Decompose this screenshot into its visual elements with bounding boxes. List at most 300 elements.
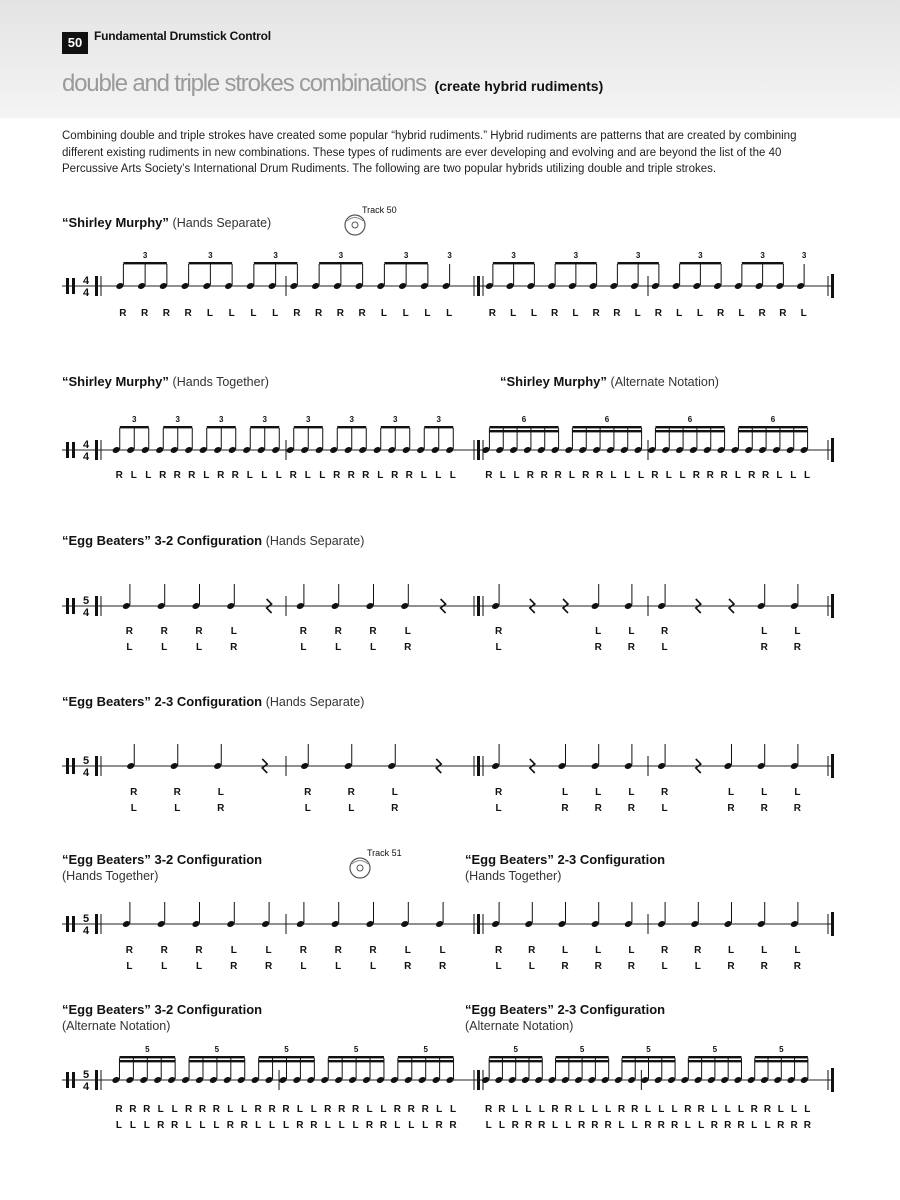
sticking-letter: L (671, 1104, 678, 1115)
beam (556, 1056, 609, 1058)
percussion-clef (72, 1072, 75, 1088)
sticking-letter: R (697, 1104, 705, 1115)
sticking-letter-lower: R (524, 1120, 533, 1131)
sticking-letter: R (130, 787, 138, 798)
sticking-letter: R (750, 1104, 758, 1115)
sticking-letter: R (369, 626, 377, 637)
sticking-letter-lower: L (528, 961, 535, 972)
label-title: “Egg Beaters” 2-3 Configuration (465, 852, 666, 867)
sticking-letter: L (499, 470, 506, 481)
barline-thick (477, 756, 480, 776)
sticking-letter: L (696, 308, 703, 319)
sticking-letter-lower: R (310, 1120, 318, 1131)
tuplet-number: 5 (712, 1045, 718, 1054)
sticking-letter-lower: R (627, 803, 636, 814)
sticking-letter-lower: L (130, 803, 137, 814)
sticking-letter-lower: L (495, 961, 502, 972)
sticking-letter-lower: L (126, 961, 133, 972)
sticking-letter: L (561, 945, 569, 956)
sticking-letter: R (334, 626, 342, 637)
sticking-letter: R (159, 470, 167, 481)
beam-secondary (556, 1060, 609, 1062)
sticking-letter: R (217, 470, 225, 481)
percussion-clef (66, 1072, 69, 1088)
sticking-letter: L (377, 470, 384, 481)
beam (742, 262, 784, 264)
sticking-letter-lower: L (618, 1120, 625, 1131)
sticking-letter: R (119, 308, 127, 319)
sticking-letter: L (449, 1104, 457, 1115)
beam-secondary (398, 1060, 454, 1062)
section-title-main: double and triple strokes combinations (62, 70, 426, 97)
sticking-letter: L (727, 945, 735, 956)
beam (572, 426, 641, 428)
sticking-letter: L (644, 1104, 652, 1115)
barline-thick (831, 594, 834, 618)
sticking-letter: L (572, 308, 579, 319)
tuplet-number: 3 (175, 415, 180, 424)
sticking-letter: L (724, 1104, 731, 1115)
beam (189, 262, 233, 264)
beam (738, 426, 807, 428)
tuplet-number: 6 (604, 415, 610, 424)
intro-paragraph: Combining double and triple strokes have created some popular “hybrid rudiments.” Hybrid rudiments are patterns that are created by combining different existing rudiments in new combinations. These types of rudiments are ever developing and evolving and are beyond the list of the 40 Percussive Arts Society’s International Drum Rudiments. The following are two popular hybrids utilizing double and triple strokes. (62, 130, 797, 175)
sticking-letter-lower: R (793, 642, 802, 653)
sticking-letter-lower: R (727, 961, 735, 972)
sticking-letter: R (129, 1104, 137, 1115)
tuplet-number: 5 (214, 1045, 220, 1054)
sticking-letter-lower: R (365, 1120, 374, 1131)
sticking-letter: R (551, 308, 559, 319)
tuplet-number: 3 (273, 251, 278, 260)
sticking-letter-lower: R (657, 1120, 665, 1131)
label-title: “Egg Beaters” 2-3 Configuration (62, 694, 263, 709)
sticking-letter: R (779, 308, 787, 319)
sticking-letter: L (538, 1104, 545, 1115)
sticking-letter: R (631, 1104, 639, 1115)
barline-thick (477, 276, 480, 296)
beam (254, 262, 298, 264)
beam-secondary (688, 1060, 741, 1062)
sticking-letter: L (391, 787, 398, 798)
barline-thick (95, 596, 98, 616)
sticking-letter: R (391, 470, 399, 481)
beam (259, 1056, 315, 1058)
sticking-letter: R (125, 626, 134, 637)
sticking-letter-lower: R (561, 803, 569, 814)
sticking-letter: L (261, 470, 268, 481)
sticking-letter-lower: R (627, 642, 636, 653)
sticking-letter-lower: R (438, 961, 447, 972)
sticking-letter: R (173, 470, 181, 481)
time-signature-top: 4 (82, 439, 90, 451)
page-number: 50 (62, 32, 88, 54)
sticking-letter-lower: L (408, 1120, 415, 1131)
sticking-letter-lower: L (335, 961, 342, 972)
sticking-letter: L (275, 470, 282, 481)
sticking-letter: R (333, 470, 341, 481)
sticking-letter: R (421, 1104, 429, 1115)
beam (163, 426, 192, 428)
sticking-letter: R (494, 626, 503, 637)
sticking-letter-lower: L (195, 961, 203, 972)
tuplet-number: 3 (142, 251, 148, 260)
sticking-letter-lower: R (670, 1120, 679, 1131)
sticking-letter: L (791, 1104, 798, 1115)
beam-secondary (259, 1060, 315, 1062)
beam (123, 262, 167, 264)
sticking-letter: L (171, 1104, 178, 1115)
sticking-letter-lower: R (644, 1120, 652, 1131)
sticking-letter-lower: R (803, 1120, 811, 1131)
sticking-letter: R (554, 470, 562, 481)
sticking-letter-lower: L (369, 961, 377, 972)
beam-secondary (622, 1060, 675, 1062)
sticking-letter: L (230, 626, 237, 637)
tuplet-number: 5 (145, 1045, 150, 1054)
sticking-letter: R (551, 1104, 559, 1115)
sticking-letter: R (660, 626, 669, 637)
sticking-letter-lower: R (171, 1120, 179, 1131)
beam (381, 426, 410, 428)
sticking-letter: L (711, 1104, 718, 1115)
sticking-letter-lower: L (751, 1120, 758, 1131)
sticking-letter: R (347, 470, 355, 481)
tuplet-number: 5 (579, 1045, 585, 1054)
sticking-letter: L (628, 787, 635, 798)
sticking-letter: R (369, 945, 377, 956)
sticking-letter: R (540, 470, 548, 481)
tuplet-number: 5 (513, 1045, 518, 1054)
sticking-letter: R (282, 1104, 290, 1115)
sticking-letter: R (195, 945, 203, 956)
sticking-letter: L (230, 945, 237, 956)
sticking-letter-lower: L (661, 642, 668, 653)
sticking-letter-lower: R (724, 1120, 732, 1131)
sticking-letter: R (231, 470, 239, 481)
beam-secondary (119, 1060, 175, 1062)
sticking-letter: L (217, 787, 224, 798)
sticking-letter: L (530, 308, 537, 319)
sticking-letter-lower: R (790, 1120, 798, 1131)
sticking-letter-lower: L (684, 1120, 691, 1131)
sticking-letter-lower: L (255, 1120, 262, 1131)
barline-thick (95, 1070, 98, 1090)
sticking-letter: R (494, 945, 503, 956)
sticking-letter: L (804, 1104, 811, 1115)
barline-thick (477, 1070, 480, 1090)
beam (120, 426, 149, 428)
sticking-letter: R (143, 1104, 151, 1115)
beam (250, 426, 279, 428)
beam (424, 426, 453, 428)
sticking-letter: L (761, 626, 768, 637)
time-signature-top: 5 (82, 755, 90, 767)
sticking-letter-lower: L (174, 803, 181, 814)
sticking-letter: R (289, 470, 297, 481)
sticking-letter-lower: R (793, 961, 802, 972)
sticking-letter: R (407, 1104, 415, 1115)
percussion-clef (72, 278, 75, 294)
beam (680, 262, 722, 264)
sticking-letter-lower: R (435, 1120, 443, 1131)
beam-secondary (489, 430, 558, 432)
sticking-letter: R (660, 787, 669, 798)
time-signature-bottom: 4 (82, 767, 90, 779)
sticking-letter-lower: R (710, 1120, 719, 1131)
sticking-letter: L (420, 470, 427, 481)
sticking-letter-lower: L (422, 1120, 429, 1131)
sticking-letter: R (115, 1104, 123, 1115)
beam (337, 426, 366, 428)
sticking-letter: L (591, 1104, 598, 1115)
sticking-letter: R (684, 1104, 692, 1115)
sticking-letter: R (347, 787, 355, 798)
sticking-letter-lower: R (760, 961, 768, 972)
tuplet-number: 6 (687, 415, 693, 424)
sticking-letter: L (449, 470, 456, 481)
beam (555, 262, 597, 264)
tuplet-number: 5 (423, 1045, 428, 1054)
sticking-letter: L (727, 787, 735, 798)
sticking-letter: R (526, 470, 535, 481)
sticking-letter: R (338, 1104, 346, 1115)
beam (319, 262, 363, 264)
barline-thick (95, 276, 98, 296)
sticking-letter: R (692, 470, 701, 481)
sticking-letter: L (404, 626, 411, 637)
beam (489, 1056, 542, 1058)
sticking-letter-lower: L (161, 961, 168, 972)
time-signature-bottom: 4 (82, 287, 90, 299)
sticking-letter: L (366, 1104, 373, 1115)
sticking-letter: L (665, 470, 672, 481)
sticking-letter-lower: L (282, 1120, 290, 1131)
sticking-letter: L (512, 1104, 519, 1115)
sticking-letter-lower: R (627, 961, 636, 972)
time-signature-bottom: 4 (82, 925, 90, 937)
tuplet-number: 6 (521, 415, 527, 424)
sticking-letter-lower: L (213, 1120, 220, 1131)
sticking-letter: R (498, 1104, 506, 1115)
beam-secondary (489, 1060, 542, 1062)
beam (755, 1056, 808, 1058)
sticking-letter-lower: R (591, 1120, 599, 1131)
label-title: “Egg Beaters” 2-3 Configuration (465, 1002, 666, 1017)
sticking-letter: R (617, 1104, 626, 1115)
sticking-letter: R (162, 308, 170, 319)
sticking-letter-lower: R (296, 1120, 304, 1131)
sticking-letter: L (246, 470, 253, 481)
sticking-letter: L (446, 308, 453, 319)
sticking-letter: L (578, 1104, 585, 1115)
time-signature-top: 5 (82, 595, 90, 607)
sticking-letter-lower: L (126, 642, 133, 653)
sticking-letter: L (424, 308, 431, 319)
sticking-letter: R (694, 945, 702, 956)
sticking-letter-lower: L (498, 1120, 505, 1131)
beam (489, 426, 558, 428)
sticking-letter: R (758, 308, 766, 319)
sticking-letter: R (198, 1104, 207, 1115)
beam-secondary (738, 430, 807, 432)
percussion-clef (72, 758, 75, 774)
label-title: “Egg Beaters” 3-2 Configuration (62, 852, 263, 867)
sticking-letter: R (334, 945, 342, 956)
label-paren: (Hands Together) (172, 375, 269, 389)
sticking-letter: R (405, 470, 413, 481)
tuplet-number: 3 (349, 415, 354, 424)
sticking-letter: L (777, 1104, 784, 1115)
sticking-letter-lower: L (485, 1120, 492, 1131)
sticking-letter: R (660, 945, 669, 956)
percussion-clef (72, 598, 75, 614)
sticking-letter: L (638, 470, 645, 481)
sticking-letter: L (402, 308, 409, 319)
sticking-letter-lower: L (495, 642, 502, 653)
sticking-letter: L (203, 470, 210, 481)
sticking-letter-lower: R (737, 1120, 745, 1131)
sticking-letter: R (717, 308, 725, 319)
sticking-letter-lower: L (115, 1120, 123, 1131)
time-signature-top: 4 (82, 275, 90, 287)
label-paren-23-alternate: (Alternate Notation) (465, 1019, 574, 1033)
sticking-letter: L (734, 470, 741, 481)
sticking-letter: R (358, 308, 366, 319)
sticking-letter: R (184, 1104, 193, 1115)
tuplet-number: 3 (132, 415, 137, 424)
time-signature-top: 5 (82, 1069, 90, 1081)
beam (294, 426, 323, 428)
percussion-clef (66, 442, 69, 458)
beam-secondary (189, 1060, 245, 1062)
sticking-letter: R (315, 308, 323, 319)
sticking-letter-lower: L (631, 1120, 638, 1131)
beam-secondary (755, 1060, 808, 1062)
sticking-letter-lower: L (551, 1120, 559, 1131)
sticking-letter-lower: L (338, 1120, 345, 1131)
sticking-letter-lower: R (727, 803, 735, 814)
sticking-letter-lower: R (217, 803, 225, 814)
sticking-letter-lower: L (352, 1120, 359, 1131)
beam-secondary (572, 430, 641, 432)
tuplet-number: 3 (760, 251, 765, 260)
track-label: Track 51 (367, 848, 402, 858)
tuplet-number: 3 (447, 251, 452, 260)
beam (119, 1056, 175, 1058)
sticking-letter: R (351, 1104, 360, 1115)
sticking-letter: L (265, 945, 272, 956)
barline-thick (831, 1068, 834, 1092)
sticking-letter: L (676, 308, 683, 319)
book-title: Fundamental Drumstick Control (94, 29, 271, 43)
beam (493, 262, 535, 264)
sticking-letter-lower: L (195, 642, 203, 653)
sticking-letter: R (212, 1104, 221, 1115)
label-paren-32-alternate: (Alternate Notation) (62, 1019, 171, 1033)
sticking-letter: R (494, 787, 503, 798)
sticking-letter: L (319, 470, 326, 481)
barline-thick (831, 274, 834, 298)
sticking-letter: L (130, 470, 137, 481)
sticking-letter-lower: R (449, 1120, 457, 1131)
tuplet-number: 6 (770, 415, 776, 424)
sticking-letter: R (299, 626, 308, 637)
sticking-letter: L (250, 308, 257, 319)
sticking-letter: L (435, 470, 442, 481)
beam (207, 426, 236, 428)
beam (688, 1056, 741, 1058)
sticking-letter: R (173, 787, 181, 798)
percussion-clef (66, 598, 69, 614)
sticking-letter: L (610, 470, 617, 481)
sticking-letter-lower: R (379, 1120, 388, 1131)
sticking-letter-lower: L (199, 1120, 206, 1131)
sticking-letter: R (254, 1104, 262, 1115)
sticking-letter: L (737, 1104, 745, 1115)
barline-thick (831, 912, 834, 936)
time-signature-bottom: 4 (82, 607, 90, 619)
sticking-letter: L (605, 1104, 612, 1115)
sticking-letter-lower: R (230, 642, 238, 653)
sticking-letter: L (436, 1104, 443, 1115)
sticking-letter-lower: R (404, 642, 412, 653)
label-paren: (Hands Separate) (172, 216, 272, 230)
sticking-letter: L (404, 945, 411, 956)
sticking-letter: L (272, 308, 279, 319)
tuplet-number: 5 (284, 1045, 289, 1054)
tuplet-number: 3 (635, 251, 641, 260)
sticking-letter: R (485, 470, 493, 481)
barline-thick (95, 756, 98, 776)
sticking-letter-lower: L (661, 961, 668, 972)
sticking-letter: L (794, 945, 801, 956)
sticking-letter-lower: R (404, 961, 412, 972)
sticking-letter: L (738, 308, 745, 319)
sticking-letter: L (241, 1104, 248, 1115)
sticking-letter: L (513, 470, 520, 481)
tuplet-number: 3 (306, 415, 311, 424)
sticking-letter: R (651, 470, 659, 481)
label-paren-32-together: (Hands Together) (62, 869, 159, 883)
sticking-letter-lower: L (304, 803, 311, 814)
sticking-letter: L (380, 308, 387, 319)
barline-thick (831, 438, 834, 462)
sticking-letter-lower: L (694, 961, 701, 972)
sticking-letter-lower: L (143, 1120, 150, 1131)
tuplet-number: 3 (403, 251, 409, 260)
tuplet-number: 3 (338, 251, 344, 260)
sticking-letter-lower: R (594, 961, 602, 972)
sticking-letter: L (157, 1104, 164, 1115)
tuplet-number: 3 (801, 251, 807, 260)
beam (384, 262, 428, 264)
sticking-letter-lower: L (698, 1120, 705, 1131)
percussion-clef (66, 758, 69, 774)
tuplet-number: 3 (208, 251, 213, 260)
tuplet-number: 3 (393, 415, 398, 424)
sticking-letter: R (160, 626, 168, 637)
sticking-letter: R (293, 308, 301, 319)
barline-thick (95, 914, 98, 934)
tuplet-number: 3 (698, 251, 703, 260)
label-paren: (Hands Separate) (265, 695, 365, 709)
sticking-letter: L (794, 787, 801, 798)
time-signature-bottom: 4 (82, 451, 90, 463)
sticking-letter: L (628, 626, 635, 637)
sticking-letter-lower: L (161, 642, 168, 653)
label-paren-23-together: (Hands Together) (465, 869, 562, 883)
